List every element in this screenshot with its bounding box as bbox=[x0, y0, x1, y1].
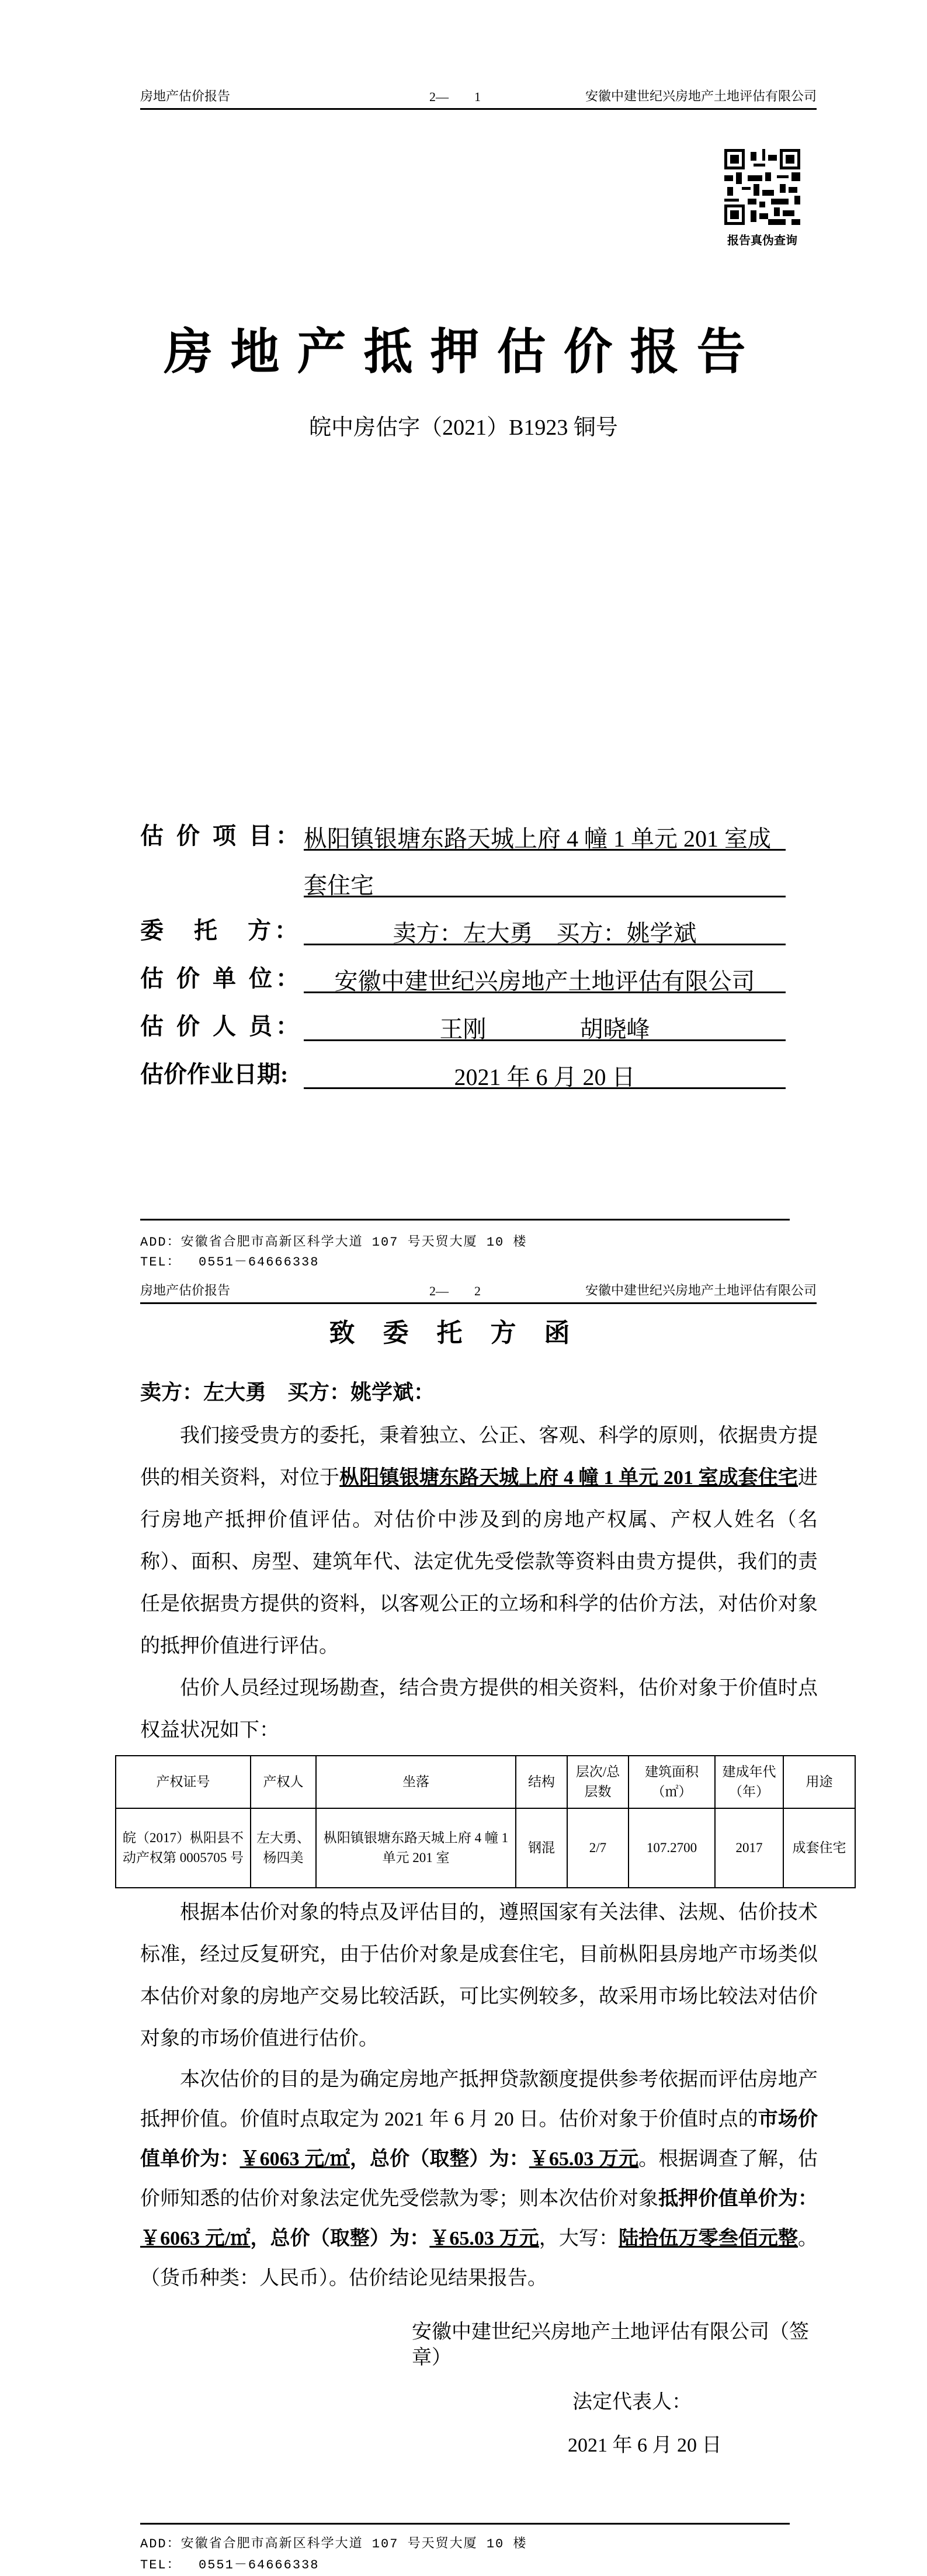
field-label: 估 价 单 位： bbox=[140, 965, 303, 991]
field-appraiser-company bbox=[140, 961, 786, 993]
letter-title: 致委托方函 bbox=[329, 1319, 598, 1347]
header-left: 房地产估价报告 bbox=[140, 1283, 231, 1298]
mortgage-unit-price: ￥6063 元/㎡ bbox=[140, 2228, 251, 2249]
paragraph-result bbox=[140, 2060, 818, 2298]
field-value: 安徽中建世纪兴房地产土地评估有限公司 bbox=[304, 963, 786, 993]
col-location: 坐落 bbox=[316, 1756, 516, 1808]
legal-representative: 法定代表人： bbox=[572, 2391, 692, 2413]
text: ，总价（取整）为： bbox=[250, 2228, 430, 2249]
mortgage-total-price: ￥65.03 万元 bbox=[429, 2228, 539, 2249]
text: ，总价（取整）为： bbox=[349, 2148, 529, 2170]
property-table bbox=[115, 1755, 856, 1888]
header-left: 房地产估价报告 bbox=[140, 89, 231, 103]
cell-floor: 2/7 bbox=[567, 1808, 629, 1888]
field-value: 2021 年 6 月 20 日 bbox=[304, 1059, 786, 1089]
cell-cert: 皖（2017）枞阳县不动产权第 0005705 号 bbox=[116, 1808, 251, 1888]
qr-code-icon bbox=[724, 149, 800, 225]
text: 本次估价的目的是为确定房地产抵押贷款额度提供参考依据而评估房地产抵押价值。价值时点取定为 2021 年 6 月 20 日。估价对象于价值时点的 bbox=[140, 2069, 818, 2130]
text: 抵押价值单价为： bbox=[658, 2188, 818, 2210]
field-client bbox=[140, 913, 786, 945]
footer-divider bbox=[140, 1219, 790, 1221]
field-label: 委 托 方： bbox=[140, 917, 301, 944]
field-project bbox=[140, 818, 786, 851]
footer-tel: TEL： 0551－64666338 bbox=[140, 1255, 320, 1270]
field-value: 卖方：左大勇 买方：姚学斌 bbox=[304, 915, 786, 945]
page-number: 2— 2 bbox=[429, 1284, 481, 1298]
addressee: 卖方：左大勇 买方：姚学斌： bbox=[140, 1381, 435, 1404]
footer-divider bbox=[140, 2523, 790, 2525]
cell-year: 2017 bbox=[715, 1808, 783, 1888]
field-date bbox=[140, 1056, 786, 1089]
field-value: 套住宅 bbox=[304, 867, 786, 897]
col-owner: 产权人 bbox=[251, 1756, 316, 1808]
paragraph-status: 估价人员经过现场勘查，结合贵方提供的相关资料，估价对象于价值时点权益状况如下： bbox=[140, 1677, 818, 1741]
cell-owner: 左大勇、杨四美 bbox=[251, 1808, 316, 1888]
field-label: 估 价 人 员： bbox=[140, 1013, 303, 1039]
property-address: 枞阳镇银塘东路天城上府 4 幢 1 单元 201 室成套住宅 bbox=[339, 1467, 798, 1489]
footer-address: ADD：安徽省合肥市高新区科学大道 107 号天贸大厦 10 楼 bbox=[140, 1235, 527, 1250]
header-company: 安徽中建世纪兴房地产土地评估有限公司 bbox=[585, 89, 817, 103]
page-header bbox=[140, 1281, 817, 1304]
text: 市场价值单价为： bbox=[140, 2109, 818, 2170]
col-use: 用途 bbox=[783, 1756, 855, 1808]
paragraph-method: 根据本估价对象的特点及评估目的，遵照国家有关法律、法规、估价技术标准，经过反复研究，由于估价对象是成套住宅，目前枞阳县房地产市场类似本估价对象的房地产交易比较活跃，可比实例较多，故采用市场比较法对估价对象的市场价值进行估价。 bbox=[140, 1902, 818, 2050]
market-total-price: ￥65.03 万元 bbox=[529, 2148, 639, 2170]
signature-date: 2021 年 6 月 20 日 bbox=[568, 2435, 722, 2456]
cell-structure: 钢混 bbox=[516, 1808, 567, 1888]
text: ，大写： bbox=[539, 2228, 619, 2249]
text: 我们接受贵方的委托，秉着独立、公正、客观、科学的原则，依据贵方提供的相关资料，对位于 bbox=[140, 1425, 818, 1489]
field-project-cont bbox=[304, 865, 786, 897]
cell-use: 成套住宅 bbox=[783, 1808, 855, 1888]
footer-address: ADD：安徽省合肥市高新区科学大道 107 号天贸大厦 10 楼 bbox=[140, 2537, 527, 2551]
table-row bbox=[116, 1808, 855, 1888]
col-year: 建成年代（年） bbox=[715, 1756, 783, 1808]
cell-location: 枞阳镇银塘东路天城上府 4 幢 1 单元 201 室 bbox=[316, 1808, 516, 1888]
page-number: 2— 1 bbox=[429, 89, 481, 104]
text: 进行房地产抵押价值评估。对估价中涉及到的房地产权属、产权人姓名（名称）、面积、房型、建筑年代、法定优先受偿款等资料由贵方提供，我们的责任是依据贵方提供的资料，以客观公正的立场和科学的估价方法，对估价对象的抵押价值进行评估。 bbox=[140, 1467, 818, 1657]
field-value: 王刚 胡晓峰 bbox=[304, 1011, 786, 1041]
field-value: 枞阳镇银塘东路天城上府 4 幢 1 单元 201 室成 bbox=[304, 820, 786, 851]
cell-area: 107.2700 bbox=[629, 1808, 715, 1888]
signature-company: 安徽中建世纪兴房地产土地评估有限公司（签章） bbox=[412, 2321, 809, 2369]
table-header-row bbox=[116, 1756, 855, 1808]
col-floor: 层次/总层数 bbox=[567, 1756, 629, 1808]
header-company: 安徽中建世纪兴房地产土地评估有限公司 bbox=[585, 1283, 817, 1298]
col-area: 建筑面积（㎡） bbox=[629, 1756, 715, 1808]
qr-caption: 报告真伪查询 bbox=[727, 234, 797, 247]
field-appraisers bbox=[140, 1008, 786, 1041]
col-structure: 结构 bbox=[516, 1756, 567, 1808]
amount-in-words: 陆拾伍万零叁佰元整 bbox=[619, 2228, 798, 2249]
paragraph-intro bbox=[140, 1415, 818, 1667]
market-unit-price: ￥6063 元/㎡ bbox=[239, 2148, 350, 2170]
page-header bbox=[140, 86, 817, 110]
text: 。（货币种类：人民币）。估价结论见结果报告。 bbox=[140, 2228, 818, 2289]
col-cert: 产权证号 bbox=[116, 1756, 251, 1808]
report-title: 房地产抵押估价报告 bbox=[164, 325, 763, 380]
field-label: 估价作业日期: bbox=[140, 1061, 289, 1087]
field-label: 估 价 项 目： bbox=[140, 823, 303, 849]
text: 。根据调查了解，估价师知悉的估价对象法定优先受偿款为零；则本次估价对象 bbox=[140, 2148, 818, 2210]
footer-tel: TEL： 0551－64666338 bbox=[140, 2558, 320, 2572]
letter-body bbox=[123, 1415, 846, 2576]
document-number: 皖中房估字（2021）B1923 铜号 bbox=[309, 415, 618, 440]
